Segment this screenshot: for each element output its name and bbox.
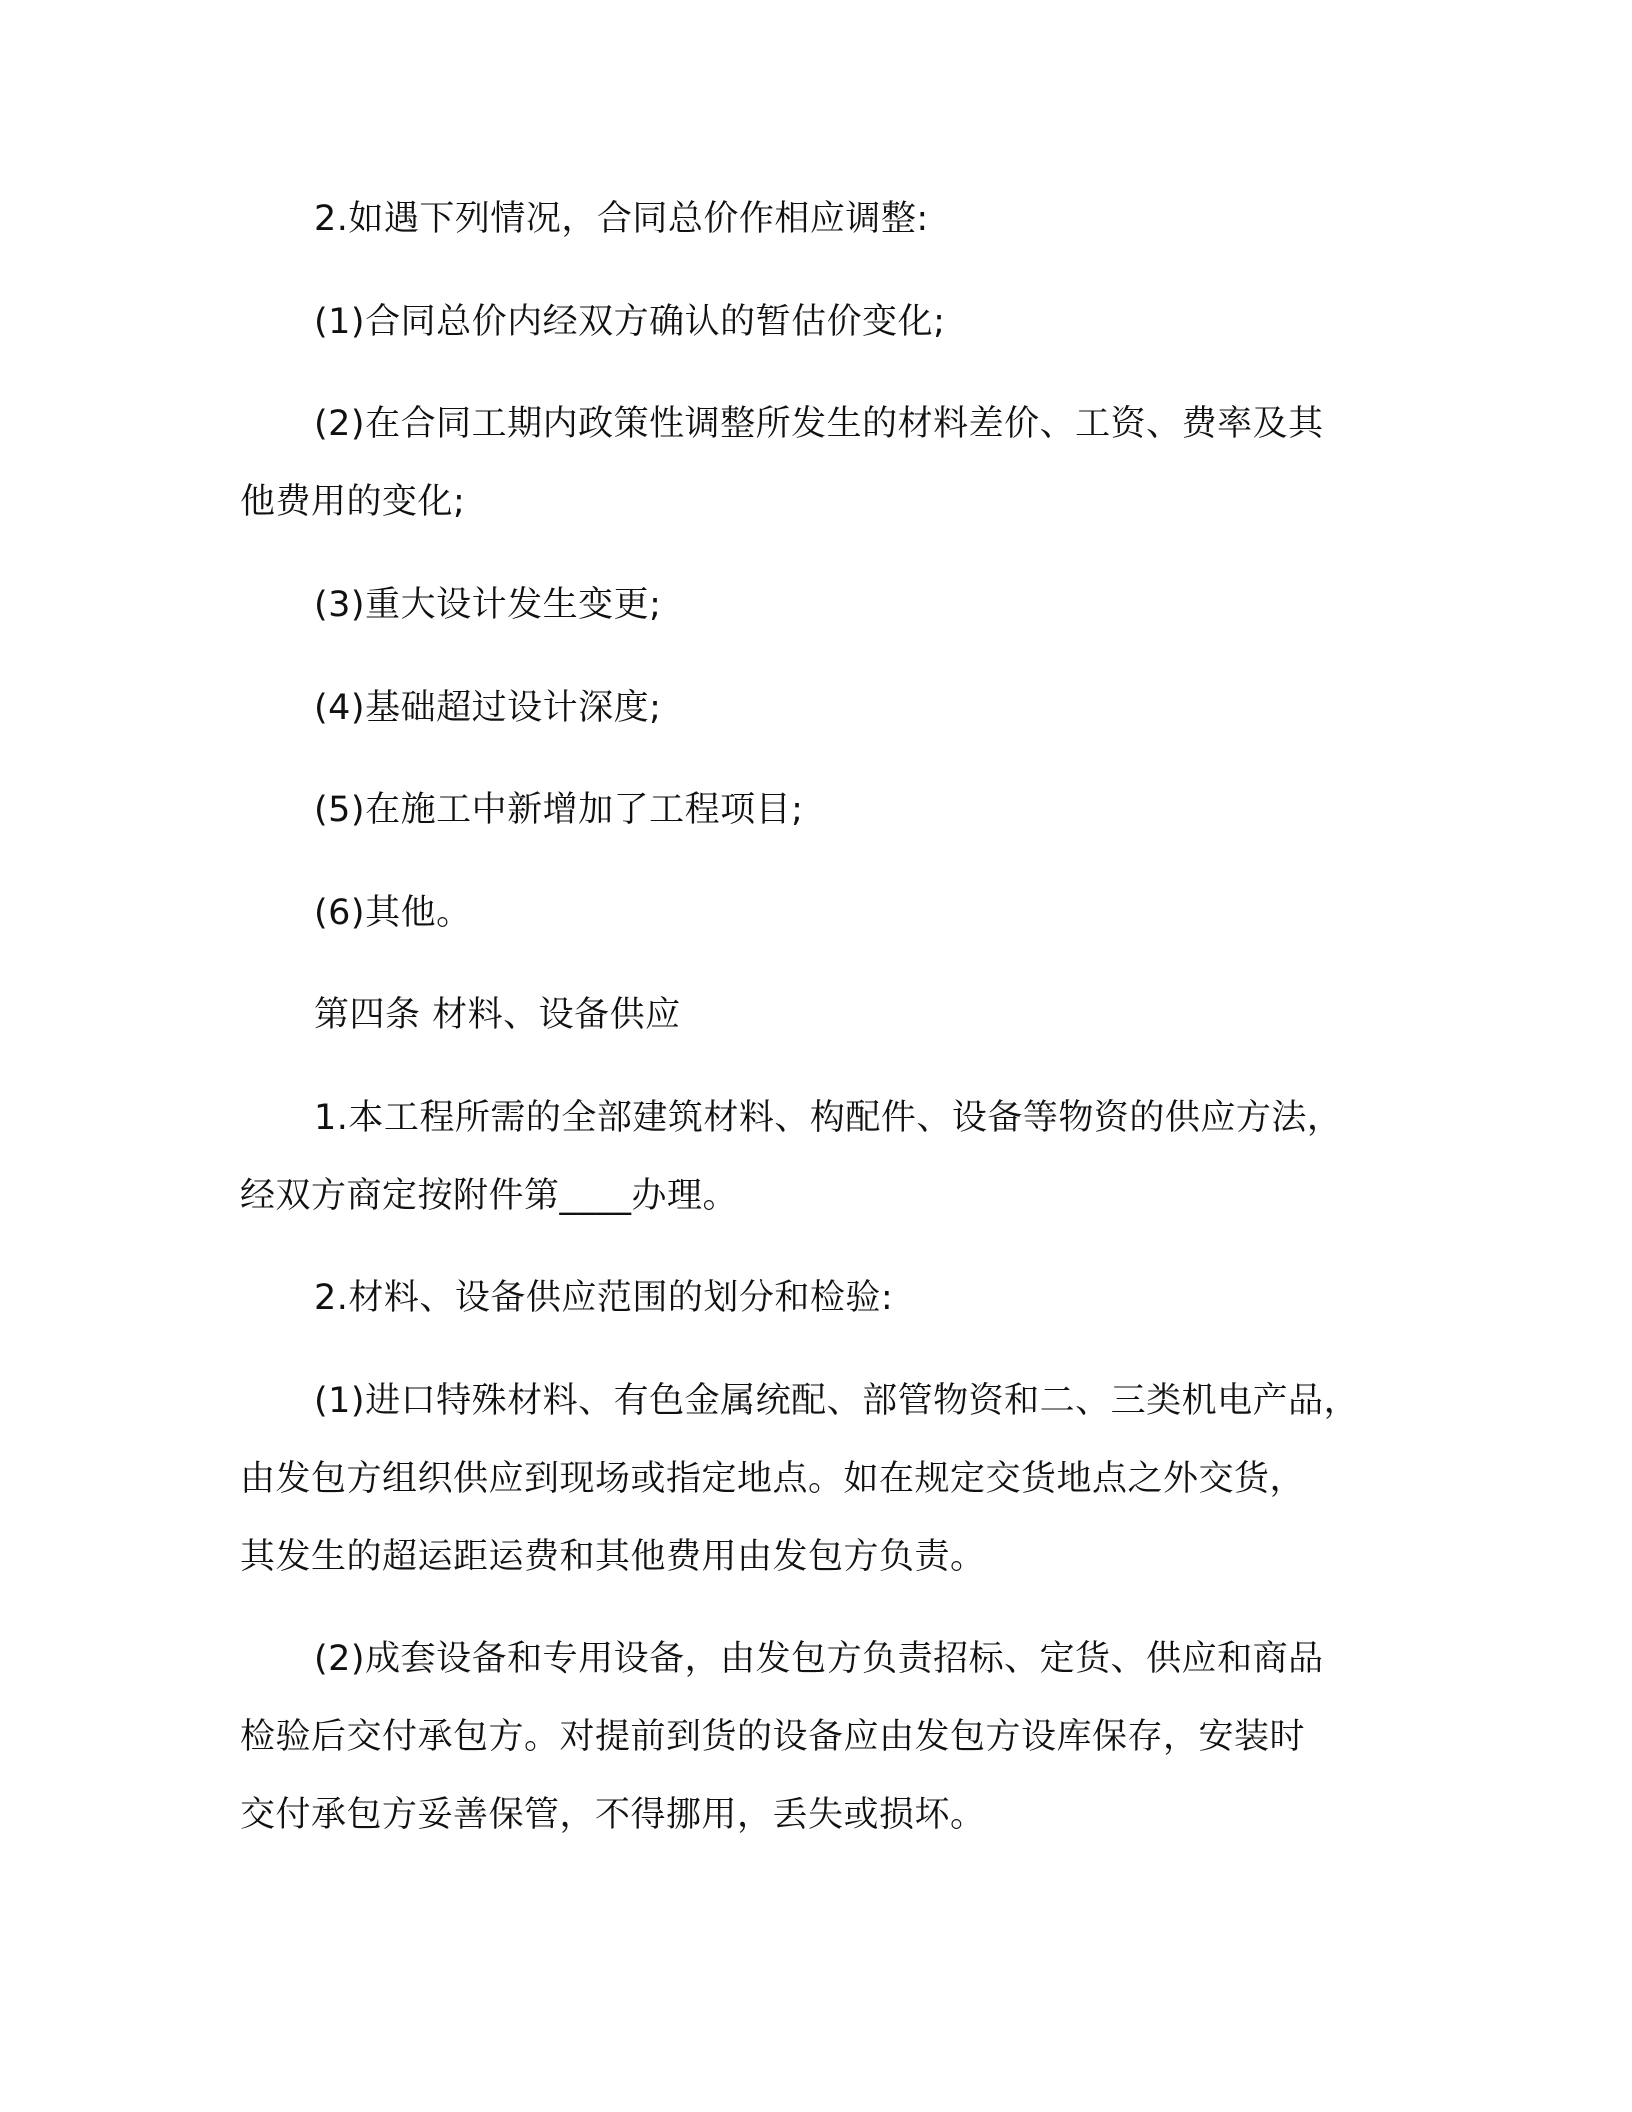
paragraph-line: 1.本工程所需的全部建筑材料、构配件、设备等物资的供应方法， — [314, 1098, 1343, 1138]
paragraph-line: (1)进口特殊材料、有色金属统配、部管物资和二、三类机电产品， — [314, 1381, 1360, 1421]
paragraph-line: (2)成套设备和专用设备，由发包方负责招标、定货、供应和商品 — [314, 1639, 1324, 1679]
paragraph — [240, 1620, 1390, 2010]
paragraph-line: 2.材料、设备供应范围的划分和检验: — [314, 1278, 894, 1318]
paragraph-line: 由发包方组织供应到现场或指定地点。如在规定交货地点之外交货， — [240, 1459, 1306, 1499]
paragraph-line: 他费用的变化; — [240, 482, 466, 522]
paragraph-line: (3)重大设计发生变更; — [314, 585, 662, 625]
paragraph-line: (2)在合同工期内政策性调整所发生的材料差价、工资、费率及其 — [314, 404, 1324, 444]
paragraph-line: (1)合同总价内经双方确认的暂估价变化; — [314, 302, 946, 342]
paragraph-line: 其发生的超运距运费和其他费用由发包方负责。 — [240, 1537, 986, 1577]
paragraph-line: (4)基础超过设计深度; — [314, 688, 662, 728]
paragraph-line: 第四条 材料、设备供应 — [314, 995, 681, 1035]
paragraph-line: 2.如遇下列情况，合同总价作相应调整: — [314, 199, 929, 239]
paragraph-line: 检验后交付承包方。对提前到货的设备应由发包方设库保存，安装时 — [240, 1717, 1306, 1757]
paragraph-line: (5)在施工中新增加了工程项目; — [314, 790, 804, 830]
paragraph-line: 经双方商定按附件第____办理。 — [240, 1176, 739, 1216]
paragraph-line: 交付承包方妥善保管，不得挪用，丢失或损坏。 — [240, 1795, 986, 1835]
paragraph-line: (6)其他。 — [314, 893, 472, 933]
